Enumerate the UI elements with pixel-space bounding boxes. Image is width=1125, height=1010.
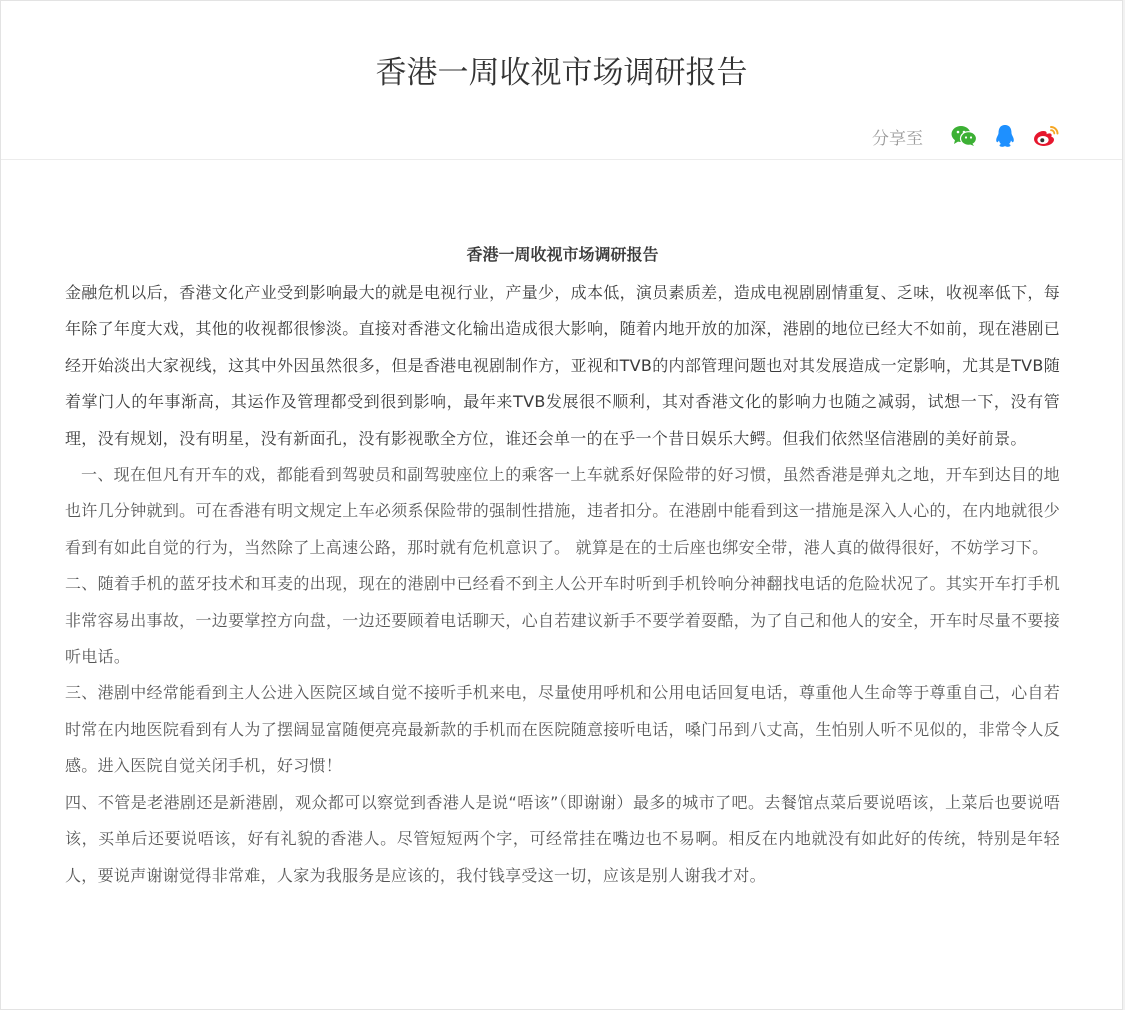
share-bar: [872, 120, 1060, 152]
article-paragraph: 三、港剧中经常能看到主人公进入医院区域自觉不接听手机来电，尽量使用呼机和公用电话回复电话，尊重他人生命等于尊重自己，心自若时常在内地医院看到有人为了摆阔显富随便亮亮最新款的手机而在医院随意接听电话，嗓门吊到八丈高，生怕别人听不见似的，非常令人反感。进入医院自觉关闭手机，好习惯！: [65, 683, 1060, 776]
article-paragraph: 二、随着手机的蓝牙技术和耳麦的出现，现在的港剧中已经看不到主人公开车时听到手机铃响分神翻找电话的危险状况了。其实开车打手机非常容易出事故，一边要掌控方向盘，一边还要顾着电话聊天，心自若建议新手不要学着耍酷，为了自己和他人的安全，开车时尽量不要接听电话。: [65, 574, 1060, 667]
wechat-icon[interactable]: [950, 122, 978, 150]
article-paragraph: 金融危机以后，香港文化产业受到影响最大的就是电视行业，产量少，成本低，演员素质差，造成电视剧剧情重复、乏味，收视率低下，每年除了年度大戏，其他的收视都很惨淡。直接对香港文化输出造成很大影响，随着内地开放的加深，港剧的地位已经大不如前，现在港剧已经开始淡出大家视线，这其中外因虽然很多，但是香港电视剧制作方，亚视和TVB的内部管理问题也对其发展造成一定影响，尤其是TVB随着掌门人的年事渐高，其运作及管理都受到很到影响，最年来TVB发展很不顺利，其对香港文化的影响力也随之减弱，试想一下，没有管理，没有规划，没有明星，没有新面孔，没有影视歌全方位，谁还会单一的在乎一个昔日娱乐大鳄。但我们依然坚信港剧的美好前景。: [65, 283, 1060, 448]
qq-icon[interactable]: [991, 122, 1019, 150]
article-heading: 香港一周收视市场调研报告: [466, 245, 659, 264]
page-header: [1, 1, 1122, 160]
article-paragraph: 一、现在但凡有开车的戏，都能看到驾驶员和副驾驶座位上的乘客一上车就系好保险带的好习惯，虽然香港是弹丸之地，开车到达目的地也许几分钟就到。可在香港有明文规定上车必须系保险带的强制性措施，违者扣分。在港剧中能看到这一措施是深入人心的，在内地就很少看到有如此自觉的行为，当然除了上高速公路，那时就有危机意识了。 就算是在的士后座也绑安全带，港人真的做得很好，不妨学习下。: [65, 465, 1060, 557]
page-title: 香港一周收视市场调研报告: [375, 55, 748, 91]
article-body: [65, 241, 1060, 894]
share-label: 分享至: [872, 128, 923, 149]
weibo-icon[interactable]: [1032, 122, 1060, 150]
article-paragraph: 四、不管是老港剧还是新港剧，观众都可以察觉到香港人是说“唔该”（即谢谢）最多的城市了吧。去餐馆点菜后要说唔该，上菜后也要说唔该，买单后还要说唔该，好有礼貌的香港人。尽管短短两个字，可经常挂在嘴边也不易啊。相反在内地就没有如此好的传统，特别是年轻人，要说声谢谢觉得非常难，人家为我服务是应该的，我付钱享受这一切，应该是别人谢我才对。: [65, 792, 1060, 885]
